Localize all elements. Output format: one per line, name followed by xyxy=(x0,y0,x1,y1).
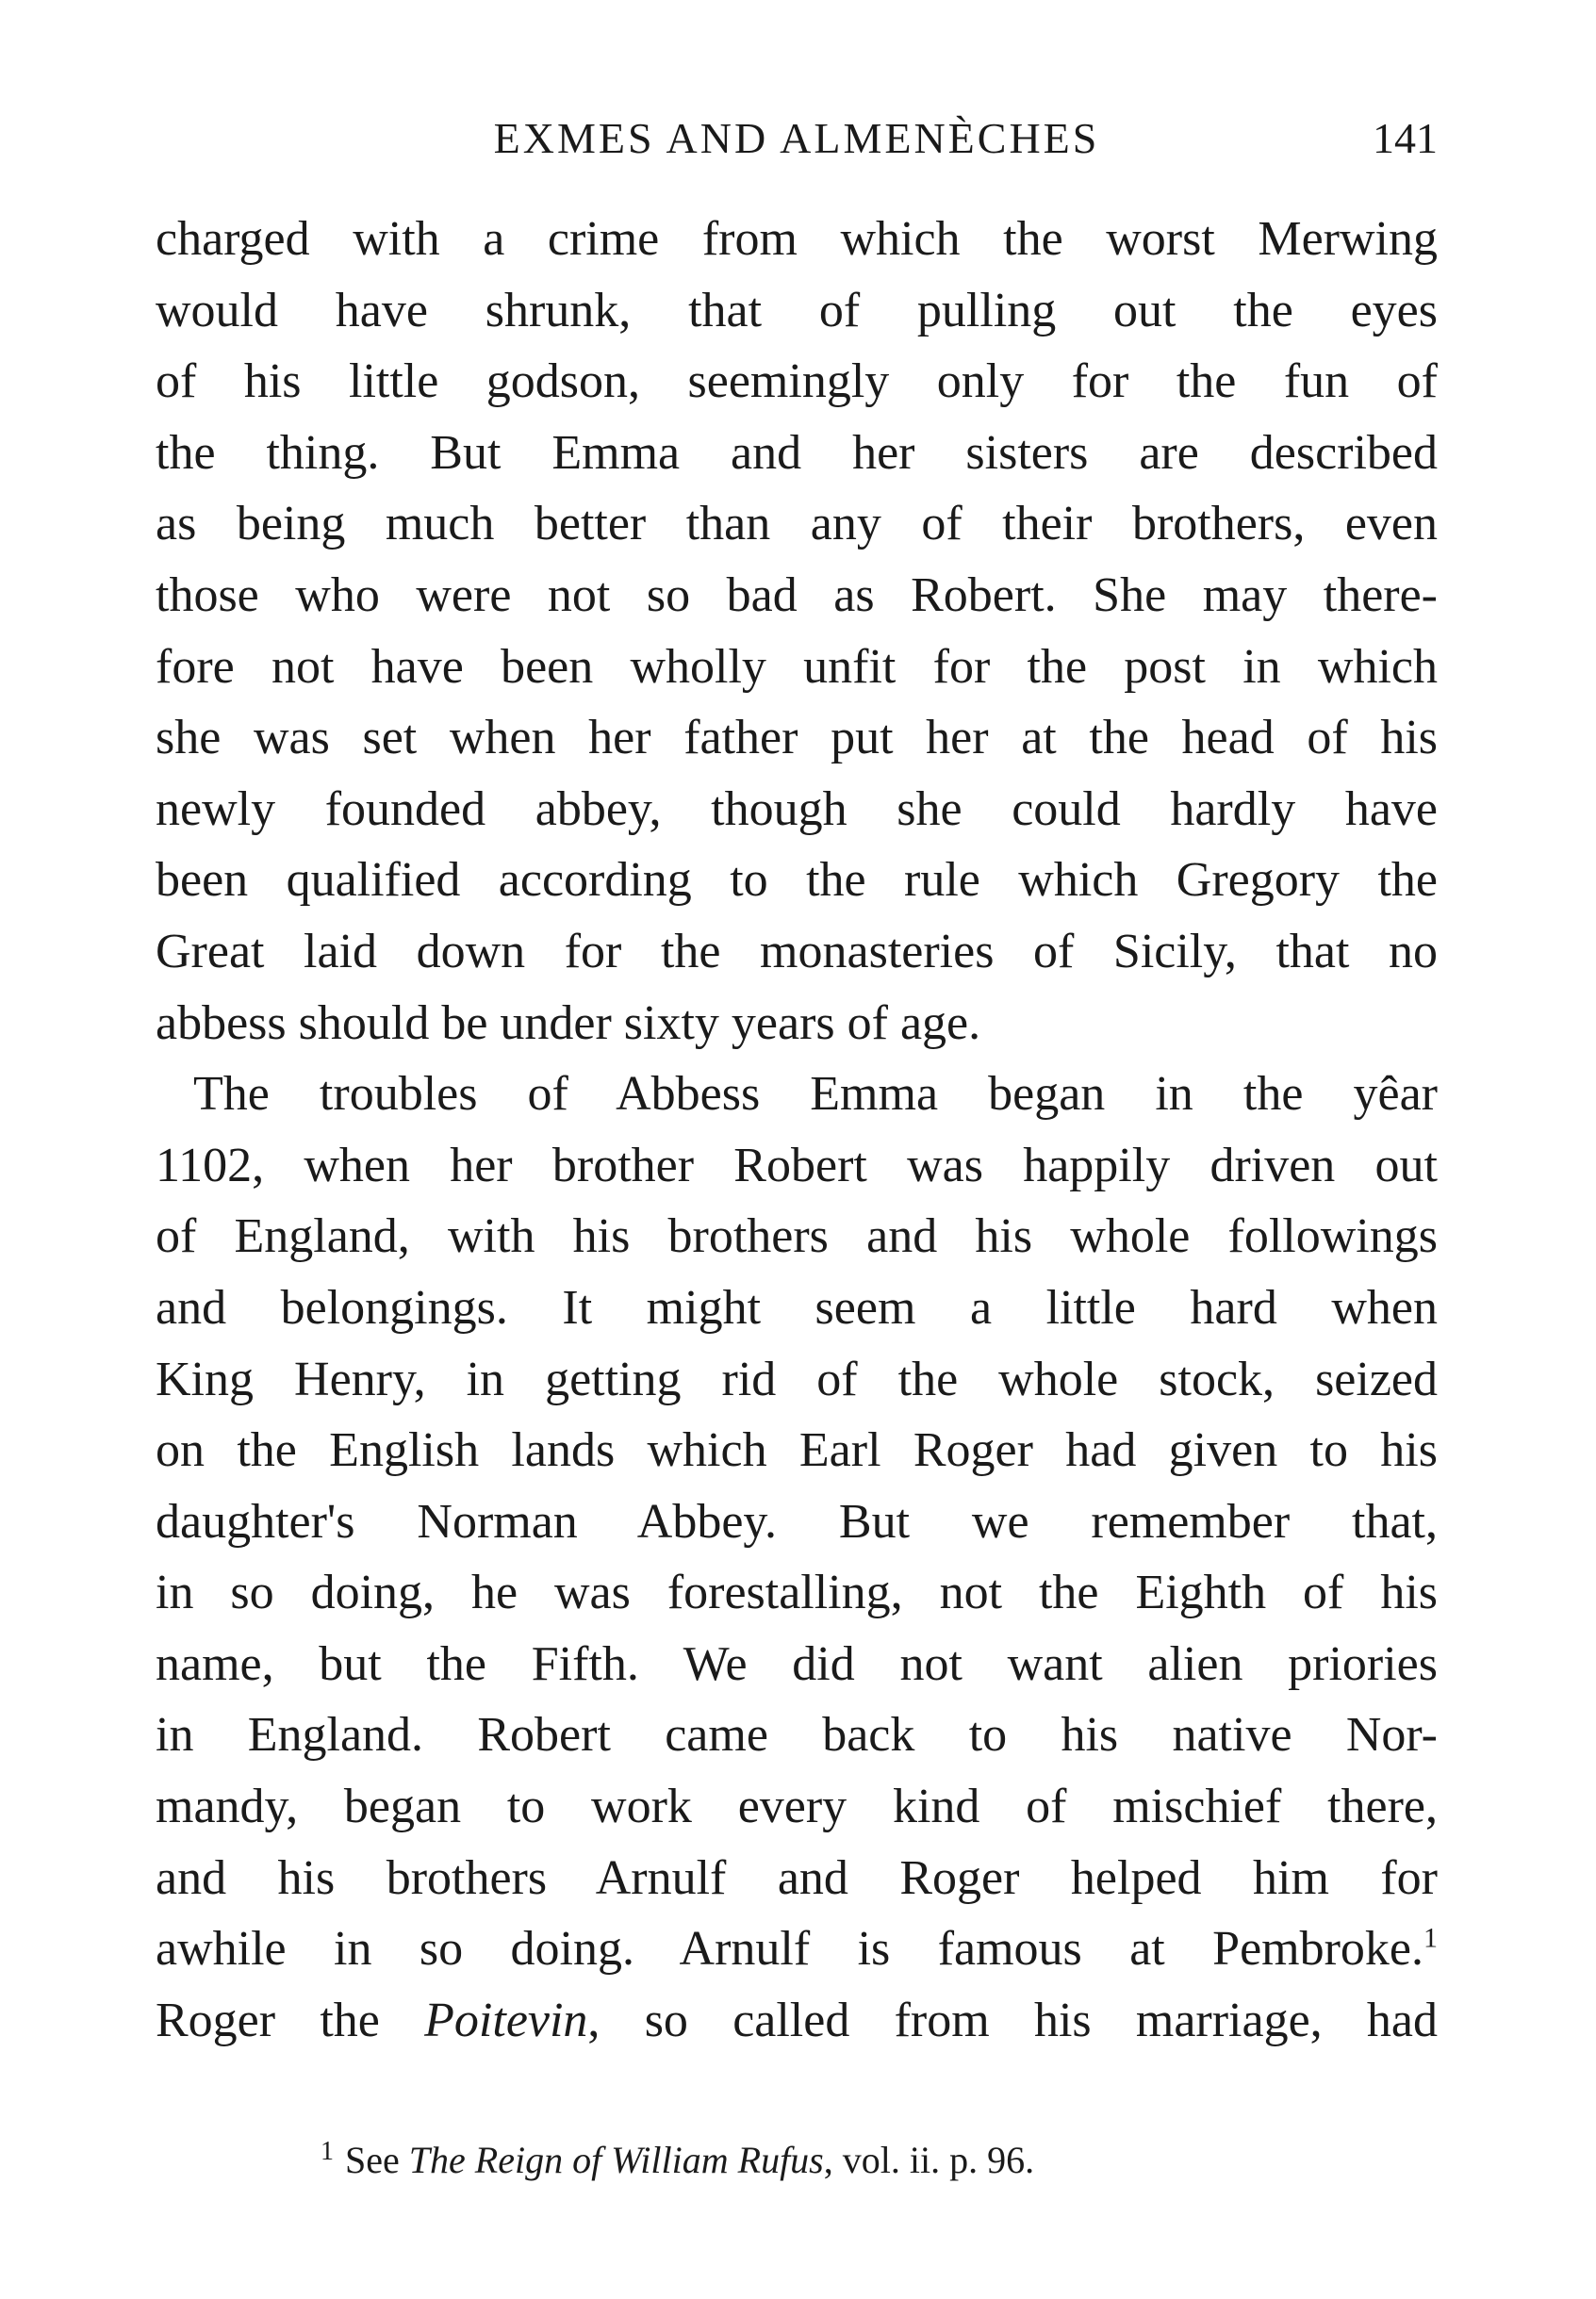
text-line: newly founded abbey, though she could hardly have xyxy=(156,781,1438,836)
text-line xyxy=(156,1985,1438,2057)
footnote-mark: 1 xyxy=(321,2136,334,2166)
body-text xyxy=(156,204,1438,2056)
text-line: King Henry, in getting rid of the whole stock, seized xyxy=(156,1352,1438,1406)
running-head xyxy=(156,106,1438,172)
text-line: fore not have been wholly unfit for the post in which xyxy=(156,639,1438,694)
text-line: been qualified according to the rule which Gregory the xyxy=(156,853,1438,908)
text-line: charged with a crime from which the worst Merwing xyxy=(156,212,1438,266)
text-line: 1102, when her brother Robert was happily driven out xyxy=(156,1138,1438,1192)
text-line: in so doing, he was forestalling, not the Eighth of his xyxy=(156,1566,1438,1620)
paragraph-2 xyxy=(156,1059,1438,2056)
line-text-before: Roger the xyxy=(156,1993,425,2047)
text-line: daughter's Norman Abbey. But we remember that, xyxy=(156,1494,1438,1549)
text-line: of his little godson, seemingly only for the fun of xyxy=(156,354,1438,409)
text-line: in England. Robert came back to his native Nor- xyxy=(156,1708,1438,1763)
text-line: of England, with his brothers and his whole followings xyxy=(156,1209,1438,1264)
footnote-prefix: See xyxy=(345,2139,409,2181)
page-number: 141 xyxy=(1373,114,1438,162)
paragraph-1 xyxy=(156,204,1438,1059)
text-line: abbess should be under sixty years of age. xyxy=(156,995,981,1050)
text-line: she was set when her father put her at the head of his xyxy=(156,711,1438,765)
text-line-with-footnote xyxy=(156,1913,1438,1985)
text-line: and belongings. It might seem a little hard when xyxy=(156,1280,1438,1335)
text-line: name, but the Fifth. We did not want alien priories xyxy=(156,1636,1438,1691)
text-line: would have shrunk, that of pulling out the eyes xyxy=(156,283,1438,337)
text-line: on the English lands which Earl Roger had given to his xyxy=(156,1423,1438,1478)
text-line: as being much better than any of their brothers, even xyxy=(156,497,1438,551)
footnote-reference[interactable]: 1 xyxy=(1423,1922,1438,1954)
text-line: Great laid down for the monasteries of Sicily, that no xyxy=(156,924,1438,978)
italic-term: Poitevin xyxy=(424,1993,588,2047)
text-line: The troubles of Abbess Emma began in the yêar xyxy=(193,1067,1438,1122)
text-line: those who were not so bad as Robert. She may there- xyxy=(156,567,1438,622)
text-line: and his brothers Arnulf and Roger helped him for xyxy=(156,1850,1438,1905)
running-title: EXMES AND ALMENÈCHES xyxy=(493,114,1100,162)
footnote-suffix: , vol. ii. p. 96. xyxy=(823,2139,1035,2181)
footnote xyxy=(321,2132,1357,2189)
footnote-title: The Reign of William Rufus xyxy=(408,2139,824,2181)
text-line: the thing. But Emma and her sisters are described xyxy=(156,425,1438,480)
text-line: mandy, began to work every kind of mischief there, xyxy=(156,1780,1438,1834)
line-text: awhile in so doing. Arnulf is famous at Pembroke. xyxy=(156,1922,1423,1977)
line-text-after: , so called from his marriage, had xyxy=(587,1993,1438,2047)
